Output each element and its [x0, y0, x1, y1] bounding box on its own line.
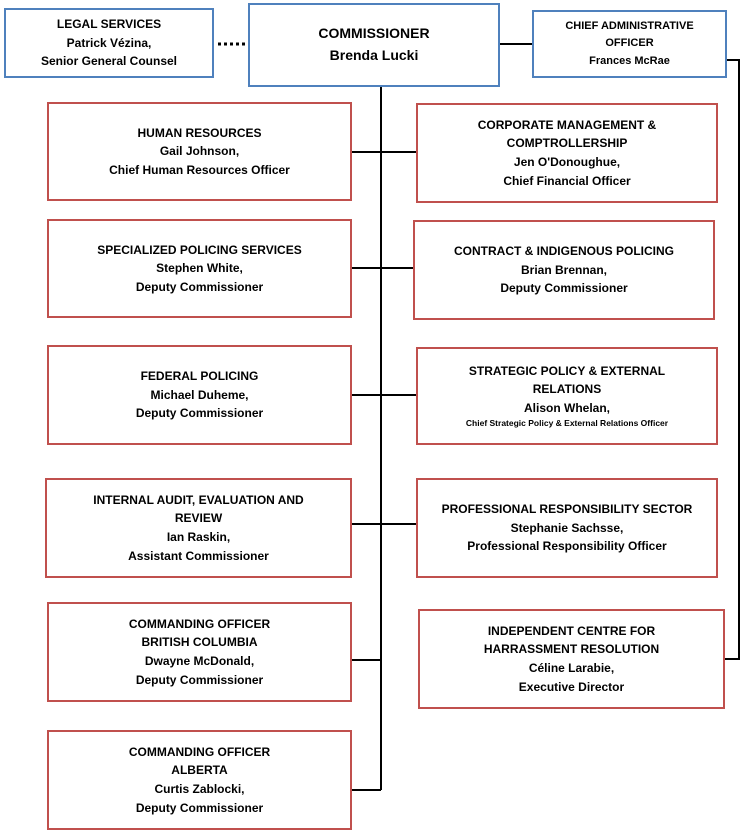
legal-services-box — [4, 8, 214, 78]
box-role: Deputy Commissioner — [135, 406, 264, 421]
box-title: COMMISSIONER — [318, 25, 430, 42]
box-role: Deputy Commissioner — [500, 281, 628, 296]
federal-policing-box — [47, 345, 352, 445]
box-role: Deputy Commissioner — [135, 672, 264, 687]
box-title: SPECIALIZED POLICING SERVICES — [97, 242, 302, 257]
box-title: INDEPENDENT CENTRE FOR HARRASSMENT RESOLUTION — [483, 623, 660, 657]
box-name: Stephanie Sachsse, — [510, 520, 624, 535]
commanding-officer-alberta-box — [47, 730, 352, 830]
box-role: Chief Strategic Policy & External Relations Officer — [465, 418, 669, 429]
box-title-2: BRITISH COLUMBIA — [141, 635, 258, 650]
cao-box — [532, 10, 727, 78]
box-name: Jen O'Donoughue, — [513, 155, 621, 169]
box-title-2: ALBERTA — [171, 763, 228, 778]
box-name: Brian Brennan, — [520, 262, 607, 277]
commissioner-box — [248, 3, 500, 87]
box-role: Senior General Counsel — [40, 54, 178, 69]
box-title: HUMAN RESOURCES — [137, 125, 262, 140]
box-title: STRATEGIC POLICY & EXTERNAL RELATIONS — [468, 363, 666, 397]
professional-responsibility-box — [416, 478, 718, 578]
box-title: CHIEF ADMINISTRATIVE OFFICER — [565, 20, 694, 50]
box-role: Assistant Commissioner — [128, 548, 269, 563]
contract-indigenous-policing-box — [413, 220, 715, 320]
human-resources-box — [47, 102, 352, 201]
box-name: Ian Raskin, — [166, 530, 231, 544]
box-title: CONTRACT & INDIGENOUS POLICING — [453, 244, 674, 259]
box-title: COMMANDING OFFICER — [128, 616, 271, 631]
box-role: Chief Human Resources Officer — [109, 162, 290, 177]
box-name: Alison Whelan, — [523, 400, 610, 415]
box-name: Céline Larabie, — [528, 661, 615, 675]
box-title: CORPORATE MANAGEMENT & COMPTROLLERSHIP — [477, 117, 657, 151]
box-title: PROFESSIONAL RESPONSIBILITY SECTOR — [441, 502, 693, 517]
box-role: Professional Responsibility Officer — [467, 539, 667, 554]
corporate-management-box — [416, 103, 718, 203]
box-name: Brenda Lucki — [329, 47, 419, 63]
harassment-resolution-box — [418, 609, 725, 709]
box-name: Frances McRae — [589, 54, 670, 67]
specialized-policing-box — [47, 219, 352, 318]
box-title: LEGAL SERVICES — [56, 17, 162, 32]
box-name: Gail Johnson, — [159, 144, 240, 159]
box-title: FEDERAL POLICING — [140, 369, 259, 384]
box-title: INTERNAL AUDIT, EVALUATION AND REVIEW — [93, 492, 304, 526]
box-name: Patrick Vézina, — [66, 35, 152, 50]
strategic-policy-box — [416, 347, 718, 445]
box-role: Deputy Commissioner — [135, 800, 264, 815]
connector-cao-right — [725, 60, 739, 659]
box-title: COMMANDING OFFICER — [128, 744, 271, 759]
box-name: Curtis Zablocki, — [154, 782, 245, 796]
box-role: Chief Financial Officer — [503, 173, 631, 188]
commanding-officer-bc-box — [47, 602, 352, 702]
box-role: Deputy Commissioner — [135, 279, 264, 294]
box-name: Stephen White, — [156, 261, 243, 276]
box-name: Michael Duheme, — [150, 387, 249, 402]
internal-audit-box — [45, 478, 352, 578]
box-role: Executive Director — [518, 679, 625, 694]
box-name: Dwayne McDonald, — [144, 654, 255, 668]
